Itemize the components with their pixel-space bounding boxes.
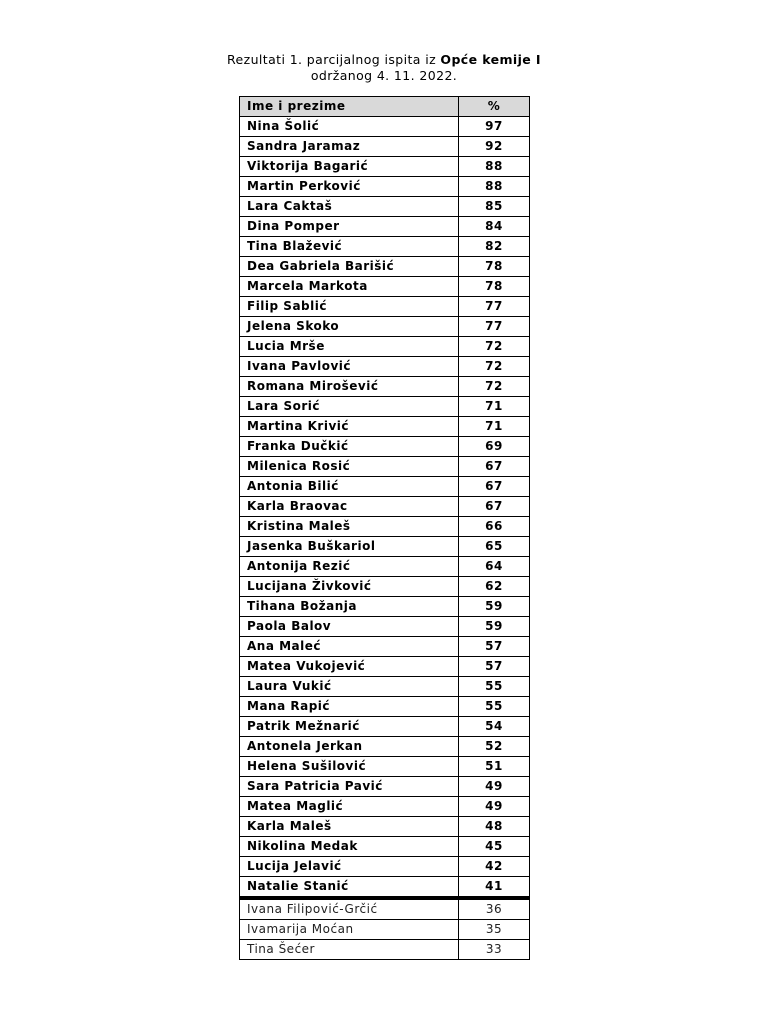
- student-name: Martina Krivić: [240, 417, 459, 437]
- student-percent: 64: [459, 557, 530, 577]
- name-column-header: Ime i prezime: [240, 97, 459, 117]
- student-name: Antonela Jerkan: [240, 737, 459, 757]
- table-row: [240, 417, 530, 437]
- table-row: [240, 940, 530, 960]
- table-row: [240, 617, 530, 637]
- student-name: Lucia Mrše: [240, 337, 459, 357]
- student-percent: 41: [459, 877, 530, 899]
- student-percent: 59: [459, 597, 530, 617]
- student-name: Matea Vukojević: [240, 657, 459, 677]
- student-percent: 49: [459, 777, 530, 797]
- student-percent: 92: [459, 137, 530, 157]
- table-row: [240, 817, 530, 837]
- student-percent: 67: [459, 477, 530, 497]
- title-line-1: [180, 52, 588, 68]
- table-row: [240, 777, 530, 797]
- student-percent: 67: [459, 457, 530, 477]
- table-row: [240, 697, 530, 717]
- table-row: [240, 657, 530, 677]
- table-row: [240, 597, 530, 617]
- student-name: Mana Rapić: [240, 697, 459, 717]
- table-row: [240, 477, 530, 497]
- header-row: [240, 97, 530, 117]
- table-row: [240, 717, 530, 737]
- table-row: [240, 577, 530, 597]
- student-name: Tihana Božanja: [240, 597, 459, 617]
- student-percent: 88: [459, 157, 530, 177]
- results-table: [239, 96, 530, 960]
- table-row: [240, 117, 530, 137]
- student-percent: 66: [459, 517, 530, 537]
- student-percent: 72: [459, 357, 530, 377]
- table-row: [240, 557, 530, 577]
- table-row: [240, 677, 530, 697]
- student-percent: 78: [459, 257, 530, 277]
- student-percent: 57: [459, 657, 530, 677]
- table-row: [240, 177, 530, 197]
- student-percent: 82: [459, 237, 530, 257]
- table-row: [240, 257, 530, 277]
- table-row: [240, 857, 530, 877]
- student-percent: 42: [459, 857, 530, 877]
- student-name: Paola Balov: [240, 617, 459, 637]
- student-percent: 77: [459, 317, 530, 337]
- table-row: [240, 637, 530, 657]
- table-row: [240, 457, 530, 477]
- student-percent: 54: [459, 717, 530, 737]
- student-percent: 77: [459, 297, 530, 317]
- student-name: Ivamarija Moćan: [240, 920, 459, 940]
- title-line-2: održanog 4. 11. 2022.: [310, 68, 458, 83]
- student-name: Jasenka Buškariol: [240, 537, 459, 557]
- student-name: Jelena Skoko: [240, 317, 459, 337]
- student-percent: 88: [459, 177, 530, 197]
- student-name: Karla Maleš: [240, 817, 459, 837]
- percent-column-header: %: [459, 97, 530, 117]
- table-row: [240, 537, 530, 557]
- student-name: Helena Sušilović: [240, 757, 459, 777]
- table-row: [240, 217, 530, 237]
- student-name: Tina Šećer: [240, 940, 459, 960]
- student-name: Lara Caktaš: [240, 197, 459, 217]
- table-row: [240, 437, 530, 457]
- student-percent: 71: [459, 397, 530, 417]
- student-percent: 55: [459, 677, 530, 697]
- student-percent: 35: [459, 920, 530, 940]
- student-name: Lara Sorić: [240, 397, 459, 417]
- student-percent: 51: [459, 757, 530, 777]
- student-percent: 69: [459, 437, 530, 457]
- table-row: [240, 377, 530, 397]
- table-row: [240, 157, 530, 177]
- student-name: Martin Perković: [240, 177, 459, 197]
- student-name: Marcela Markota: [240, 277, 459, 297]
- student-name: Ana Maleć: [240, 637, 459, 657]
- student-percent: 71: [459, 417, 530, 437]
- student-percent: 72: [459, 337, 530, 357]
- student-percent: 65: [459, 537, 530, 557]
- student-percent: 49: [459, 797, 530, 817]
- table-row: [240, 317, 530, 337]
- student-percent: 48: [459, 817, 530, 837]
- table-row: [240, 237, 530, 257]
- student-name: Natalie Stanić: [240, 877, 459, 899]
- student-name: Lucijana Živković: [240, 577, 459, 597]
- table-row: [240, 357, 530, 377]
- table-row: [240, 197, 530, 217]
- student-percent: 72: [459, 377, 530, 397]
- student-name: Patrik Mežnarić: [240, 717, 459, 737]
- student-name: Dea Gabriela Barišić: [240, 257, 459, 277]
- table-row: [240, 397, 530, 417]
- student-name: Ivana Filipović-Grčić: [240, 898, 459, 920]
- table-row: [240, 898, 530, 920]
- table-row: [240, 920, 530, 940]
- student-percent: 52: [459, 737, 530, 757]
- table-row: [240, 277, 530, 297]
- student-name: Antonia Bilić: [240, 477, 459, 497]
- student-name: Nina Šolić: [240, 117, 459, 137]
- results-body: [240, 117, 530, 960]
- student-name: Lucija Jelavić: [240, 857, 459, 877]
- student-percent: 33: [459, 940, 530, 960]
- table-row: [240, 757, 530, 777]
- student-name: Franka Dučkić: [240, 437, 459, 457]
- table-row: [240, 837, 530, 857]
- student-percent: 97: [459, 117, 530, 137]
- student-percent: 55: [459, 697, 530, 717]
- student-name: Laura Vukić: [240, 677, 459, 697]
- student-percent: 85: [459, 197, 530, 217]
- student-percent: 67: [459, 497, 530, 517]
- student-percent: 78: [459, 277, 530, 297]
- title-prefix: Rezultati 1. parcijalnog ispita iz: [227, 52, 441, 67]
- student-name: Viktorija Bagarić: [240, 157, 459, 177]
- document-title: [180, 52, 588, 84]
- student-name: Ivana Pavlović: [240, 357, 459, 377]
- student-percent: 36: [459, 898, 530, 920]
- student-name: Antonija Rezić: [240, 557, 459, 577]
- table-row: [240, 337, 530, 357]
- student-percent: 62: [459, 577, 530, 597]
- student-name: Nikolina Medak: [240, 837, 459, 857]
- table-row: [240, 797, 530, 817]
- student-name: Tina Blažević: [240, 237, 459, 257]
- table-row: [240, 737, 530, 757]
- table-row: [240, 497, 530, 517]
- student-name: Sara Patricia Pavić: [240, 777, 459, 797]
- student-name: Dina Pomper: [240, 217, 459, 237]
- student-percent: 59: [459, 617, 530, 637]
- student-percent: 84: [459, 217, 530, 237]
- table-row: [240, 137, 530, 157]
- student-name: Karla Braovac: [240, 497, 459, 517]
- student-percent: 57: [459, 637, 530, 657]
- student-name: Sandra Jaramaz: [240, 137, 459, 157]
- student-name: Kristina Maleš: [240, 517, 459, 537]
- table-row: [240, 517, 530, 537]
- table-row: [240, 297, 530, 317]
- student-percent: 45: [459, 837, 530, 857]
- student-name: Matea Maglić: [240, 797, 459, 817]
- student-name: Filip Sablić: [240, 297, 459, 317]
- student-name: Milenica Rosić: [240, 457, 459, 477]
- table-row: [240, 877, 530, 899]
- course-name: Opće kemije I: [440, 52, 541, 67]
- student-name: Romana Mirošević: [240, 377, 459, 397]
